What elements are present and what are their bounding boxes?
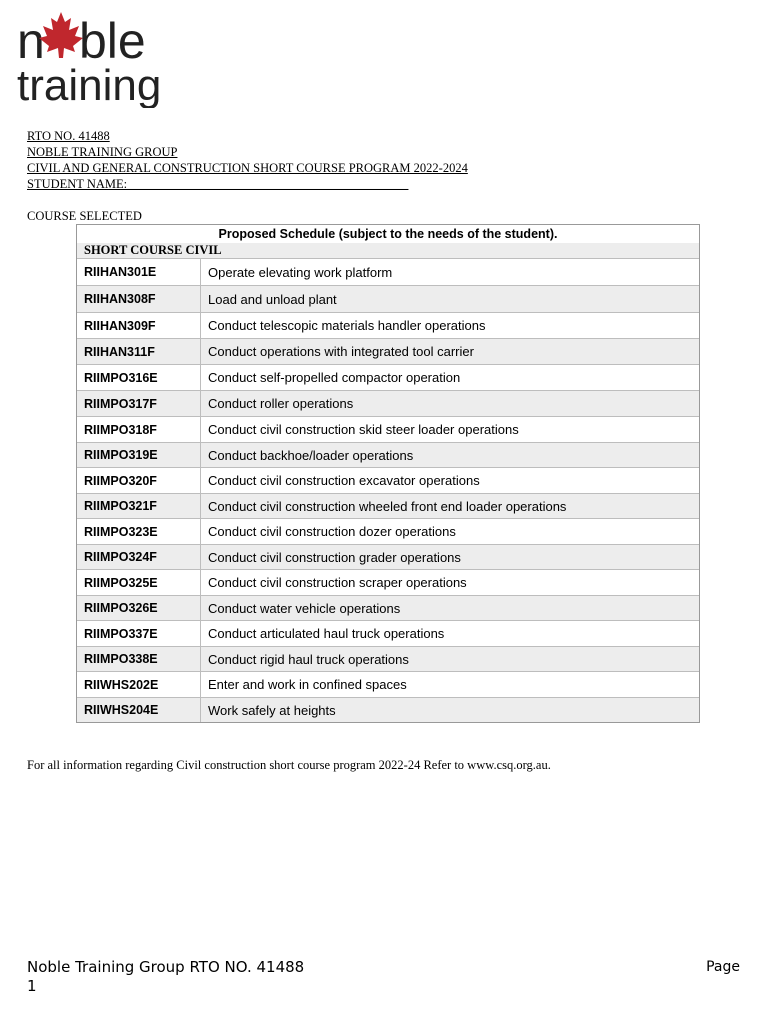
unit-description: Conduct civil construction grader operations: [208, 549, 461, 565]
unit-code: RIIHAN311F: [77, 339, 201, 364]
table-row: [77, 697, 699, 722]
unit-code: RIIWHS204E: [77, 698, 201, 722]
footer-page-number: 1: [27, 977, 37, 995]
unit-code: RIIMPO338E: [77, 647, 201, 671]
table-row: [77, 338, 699, 364]
student-name-field: STUDENT NAME:_____________________________________________: [27, 177, 409, 191]
unit-description: Conduct water vehicle operations: [208, 600, 401, 616]
footer-org: Noble Training Group RTO NO. 41488: [27, 958, 305, 976]
logo-text-noble: n: [17, 13, 45, 69]
table-row: [77, 442, 699, 467]
table-row: [77, 364, 699, 390]
unit-code: RIIMPO325E: [77, 570, 201, 595]
unit-description: Operate elevating work platform: [208, 264, 393, 280]
table-row: [77, 620, 699, 646]
unit-description: Load and unload plant: [208, 291, 337, 307]
footnote: For all information regarding Civil construction short course program 2022-24 Refer to www.csq.org.au.: [27, 758, 551, 772]
unit-description: Conduct backhoe/loader operations: [208, 447, 414, 463]
table-row: [77, 671, 699, 697]
group-name: NOBLE TRAINING GROUP: [27, 145, 178, 159]
unit-code: RIIMPO337E: [77, 621, 201, 646]
rto-number: RTO NO. 41488: [27, 129, 110, 143]
unit-description: Conduct operations with integrated tool carrier: [208, 344, 474, 359]
footer-left: [27, 958, 304, 996]
table-row: [77, 312, 699, 338]
schedule-rows: [77, 258, 699, 722]
footer-page-label: Page: [706, 959, 740, 975]
unit-code: RIIWHS202E: [77, 672, 201, 697]
unit-description: Conduct civil construction scraper operations: [208, 575, 467, 590]
table-row: [77, 493, 699, 518]
unit-description: Conduct telescopic materials handler operations: [208, 318, 486, 333]
unit-code: RIIMPO316E: [77, 365, 201, 390]
schedule-subtitle: SHORT COURSE CIVIL: [77, 243, 699, 258]
table-row: [77, 416, 699, 442]
table-row: [77, 390, 699, 416]
unit-description: Conduct self-propelled compactor operation: [208, 370, 461, 385]
unit-description: Enter and work in confined spaces: [208, 677, 407, 692]
maple-leaf-icon: [39, 12, 83, 58]
unit-code: RIIMPO320F: [77, 468, 201, 493]
unit-code: RIIHAN301E: [77, 259, 201, 285]
unit-code: RIIMPO323E: [77, 519, 201, 544]
program-title: CIVIL AND GENERAL CONSTRUCTION SHORT COURSE PROGRAM 2022-2024: [27, 161, 468, 175]
unit-code: RIIMPO324F: [77, 545, 201, 569]
table-row: [77, 595, 699, 620]
unit-code: RIIHAN309F: [77, 313, 201, 338]
table-row: [77, 518, 699, 544]
table-row: [77, 258, 699, 285]
table-row: [77, 285, 699, 312]
schedule-title: Proposed Schedule (subject to the needs of the student).: [218, 227, 558, 241]
unit-description: Conduct civil construction excavator operations: [208, 473, 480, 488]
unit-code: RIIMPO318F: [77, 417, 201, 442]
unit-code: RIIMPO326E: [77, 596, 201, 620]
unit-description: Conduct civil construction wheeled front end loader operations: [208, 498, 567, 514]
unit-description: Conduct articulated haul truck operations: [208, 626, 445, 641]
unit-description: Conduct civil construction skid steer loader operations: [208, 422, 519, 437]
unit-code: RIIHAN308F: [77, 286, 201, 312]
table-row: [77, 646, 699, 671]
document-header: [27, 128, 468, 192]
unit-code: RIIMPO321F: [77, 494, 201, 518]
table-row: [77, 544, 699, 569]
logo-text-ble: ble: [79, 13, 146, 69]
table-row: [77, 467, 699, 493]
unit-description: Conduct rigid haul truck operations: [208, 651, 409, 667]
unit-description: Work safely at heights: [208, 702, 336, 718]
logo-text-training: training: [17, 61, 162, 108]
course-selected-label: COURSE SELECTED: [27, 209, 142, 223]
noble-training-logo: [17, 8, 177, 108]
unit-description: Conduct civil construction dozer operations: [208, 524, 456, 539]
unit-code: RIIMPO317F: [77, 391, 201, 416]
unit-description: Conduct roller operations: [208, 396, 354, 411]
unit-code: RIIMPO319E: [77, 443, 201, 467]
table-row: [77, 569, 699, 595]
schedule-table: [76, 224, 700, 723]
